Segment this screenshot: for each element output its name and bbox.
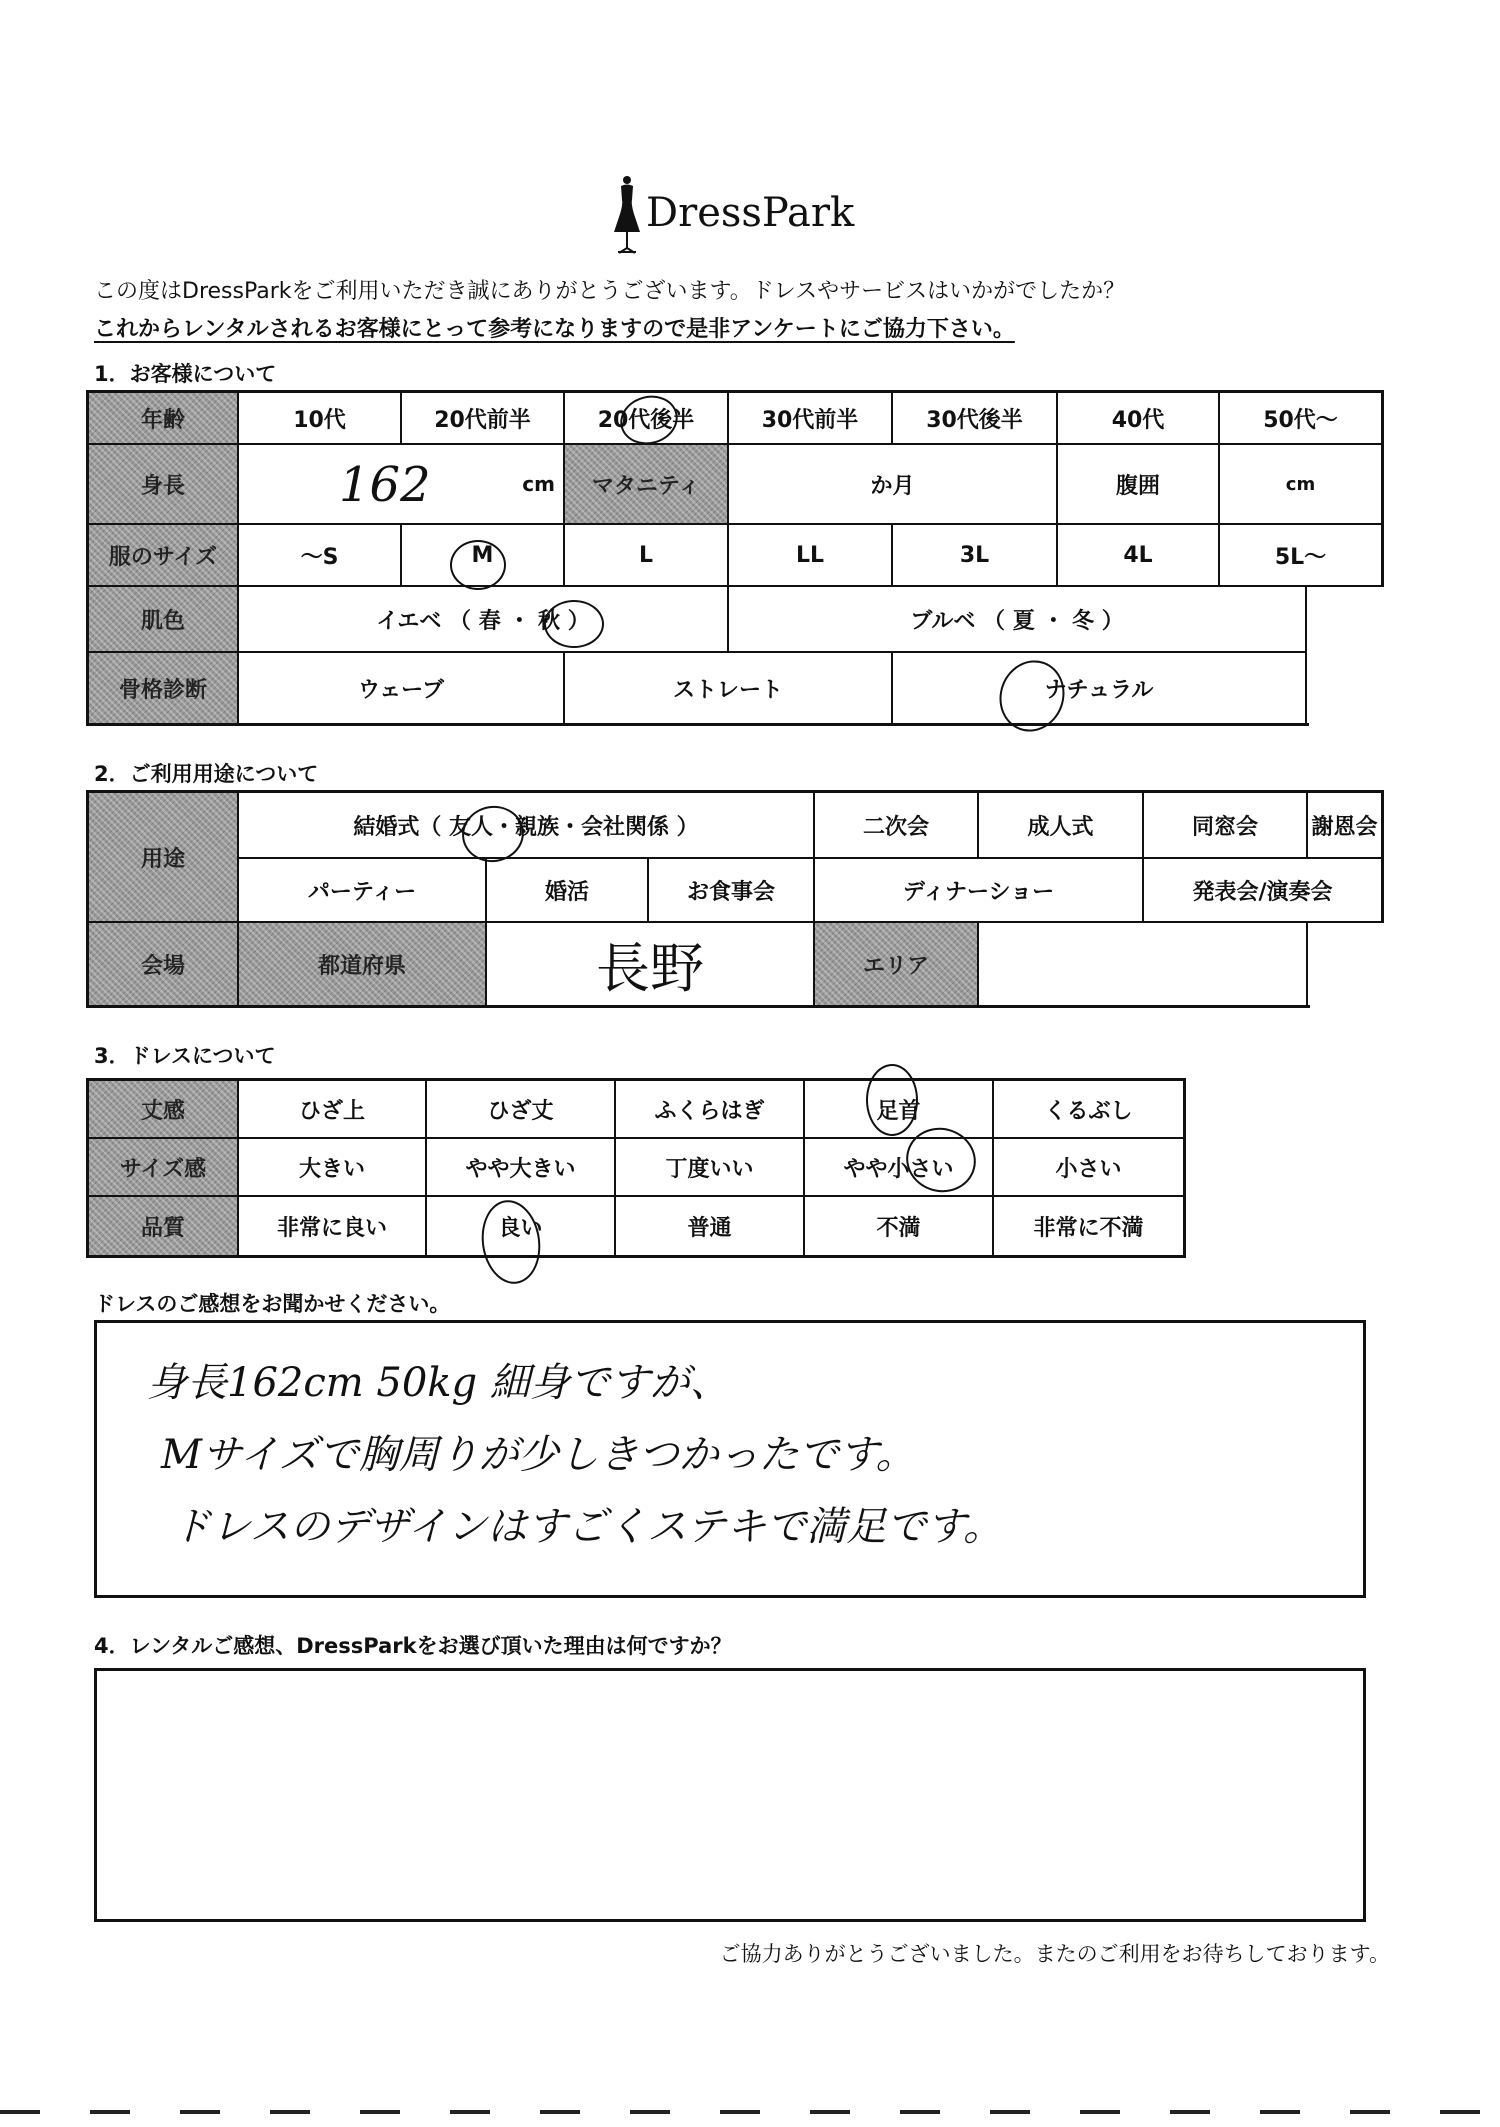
section2-title: 2．ご利用用途について — [94, 762, 319, 786]
size-option: LL — [729, 525, 893, 587]
comment-line: Mサイズで胸周りが少しきつかったです。 — [161, 1432, 916, 1478]
length-header: 丈感 — [89, 1081, 239, 1139]
quality-option-selected: 良い — [427, 1197, 616, 1255]
age-option: 10代 — [239, 393, 402, 445]
purpose-option: 同窓会 — [1144, 793, 1308, 859]
fit-option: 丁度いい — [616, 1139, 805, 1197]
height-value: 162 — [339, 457, 431, 513]
purpose-table — [86, 790, 1384, 1008]
customer-table — [86, 390, 1384, 726]
age-option: 30代後半 — [893, 393, 1058, 445]
purpose-option: 婚活 — [487, 859, 649, 923]
age-header: 年齢 — [89, 393, 239, 445]
intro-line-2: これからレンタルされるお客様にとって参考になりますので是非アンケートにご協力下さい。 — [94, 317, 1015, 342]
size-option-selected: M — [402, 525, 565, 587]
size-selection-mark — [450, 540, 506, 590]
skin-selection-mark — [544, 600, 604, 648]
size-header: 服のサイズ — [89, 525, 239, 587]
section3-title: 3．ドレスについて — [94, 1044, 276, 1068]
quality-option: 普通 — [616, 1197, 805, 1255]
section4-title: 4．レンタルご感想、DressParkをお選び頂いた理由は何ですか？ — [94, 1634, 732, 1658]
purpose-option: 成人式 — [979, 793, 1144, 859]
age-option: 30代前半 — [729, 393, 893, 445]
size-option: 4L — [1058, 525, 1220, 587]
dress-table — [86, 1078, 1186, 1258]
age-option: 50代～ — [1220, 393, 1381, 445]
venue-header: 会場 — [89, 923, 239, 1005]
length-option: ひざ丈 — [427, 1081, 616, 1139]
fit-option: 大きい — [239, 1139, 427, 1197]
dress-form-icon — [610, 174, 644, 256]
fit-header: サイズ感 — [89, 1139, 239, 1197]
comment-line: 身長162cm 50kg 細身ですが、 — [147, 1360, 730, 1406]
purpose-option: 二次会 — [815, 793, 979, 859]
waist-label: 腹囲 — [1058, 445, 1220, 525]
purpose-option-wedding: 結婚式（ 友人・親族・会社関係 ） — [239, 793, 815, 859]
skin-yellow: イエベ （ 春 ・ 秋 ） — [239, 587, 729, 653]
height-header: 身長 — [89, 445, 239, 525]
blank-area — [1310, 923, 1390, 1013]
length-selection-mark — [866, 1064, 918, 1136]
fit-option: 小さい — [994, 1139, 1183, 1197]
purpose-option: ディナーショー — [815, 859, 1144, 923]
purpose-option: お食事会 — [649, 859, 815, 923]
size-option: 5L～ — [1220, 525, 1381, 587]
blank-area — [1309, 587, 1389, 732]
quality-option: 非常に良い — [239, 1197, 427, 1255]
quality-option: 不満 — [805, 1197, 994, 1255]
length-option: ひざ上 — [239, 1081, 427, 1139]
bone-option-selected: ナチュラル — [893, 653, 1307, 723]
quality-header: 品質 — [89, 1197, 239, 1255]
fit-option-selected: やや小さい — [805, 1139, 994, 1197]
purpose-option: 謝恩会 — [1308, 793, 1381, 859]
logo-text: DressPark — [646, 190, 855, 236]
area-header: エリア — [815, 923, 979, 1005]
purpose-option: 発表会/演奏会 — [1144, 859, 1381, 923]
height-field — [239, 445, 565, 525]
comment-line: ドレスのデザインはすごくステキで満足です。 — [171, 1504, 1003, 1550]
purpose-option: パーティー — [239, 859, 487, 923]
scan-edge-line — [0, 2110, 1500, 2114]
fit-option: やや大きい — [427, 1139, 616, 1197]
footer-message: ご協力ありがとうございました。またのご利用をお待ちしております。 — [719, 1942, 1390, 1966]
intro-line-1: この度はDressParkをご利用いただき誠にありがとうございます。ドレスやサービスはいかがでしたか？ — [94, 279, 1126, 304]
waist-unit: cm — [1220, 445, 1381, 525]
bone-option: ウェーブ — [239, 653, 565, 723]
purpose-header: 用途 — [89, 793, 239, 923]
bone-header: 骨格診断 — [89, 653, 239, 723]
area-field — [979, 923, 1308, 1005]
length-option-selected: 足首 — [805, 1081, 994, 1139]
size-option: ～S — [239, 525, 402, 587]
length-option: くるぶし — [994, 1081, 1183, 1139]
size-option: L — [565, 525, 729, 587]
comment-prompt: ドレスのご感想をお聞かせください。 — [94, 1292, 451, 1316]
age-option: 40代 — [1058, 393, 1220, 445]
height-unit: cm — [522, 472, 555, 496]
dresspark-logo — [600, 170, 900, 260]
skin-header: 肌色 — [89, 587, 239, 653]
prefecture-value: 長野 — [596, 936, 704, 1000]
section1-title: 1．お客様について — [94, 362, 277, 386]
rental-comment-box — [94, 1668, 1366, 1922]
age-option-selected: 20代後半 — [565, 393, 729, 445]
quality-option: 非常に不満 — [1033, 1215, 1144, 1241]
maternity-header: マタニティ — [565, 445, 729, 525]
length-option: ふくらはぎ — [616, 1081, 805, 1139]
skin-blue: ブルベ （ 夏 ・ 冬 ） — [729, 587, 1307, 653]
size-option: 3L — [893, 525, 1058, 587]
dress-comment-box — [94, 1320, 1366, 1598]
age-option: 20代前半 — [402, 393, 565, 445]
maternity-months: か月 — [729, 445, 1058, 525]
prefecture-field — [487, 923, 815, 1005]
bone-option: ストレート — [565, 653, 893, 723]
prefecture-header: 都道府県 — [239, 923, 487, 1005]
